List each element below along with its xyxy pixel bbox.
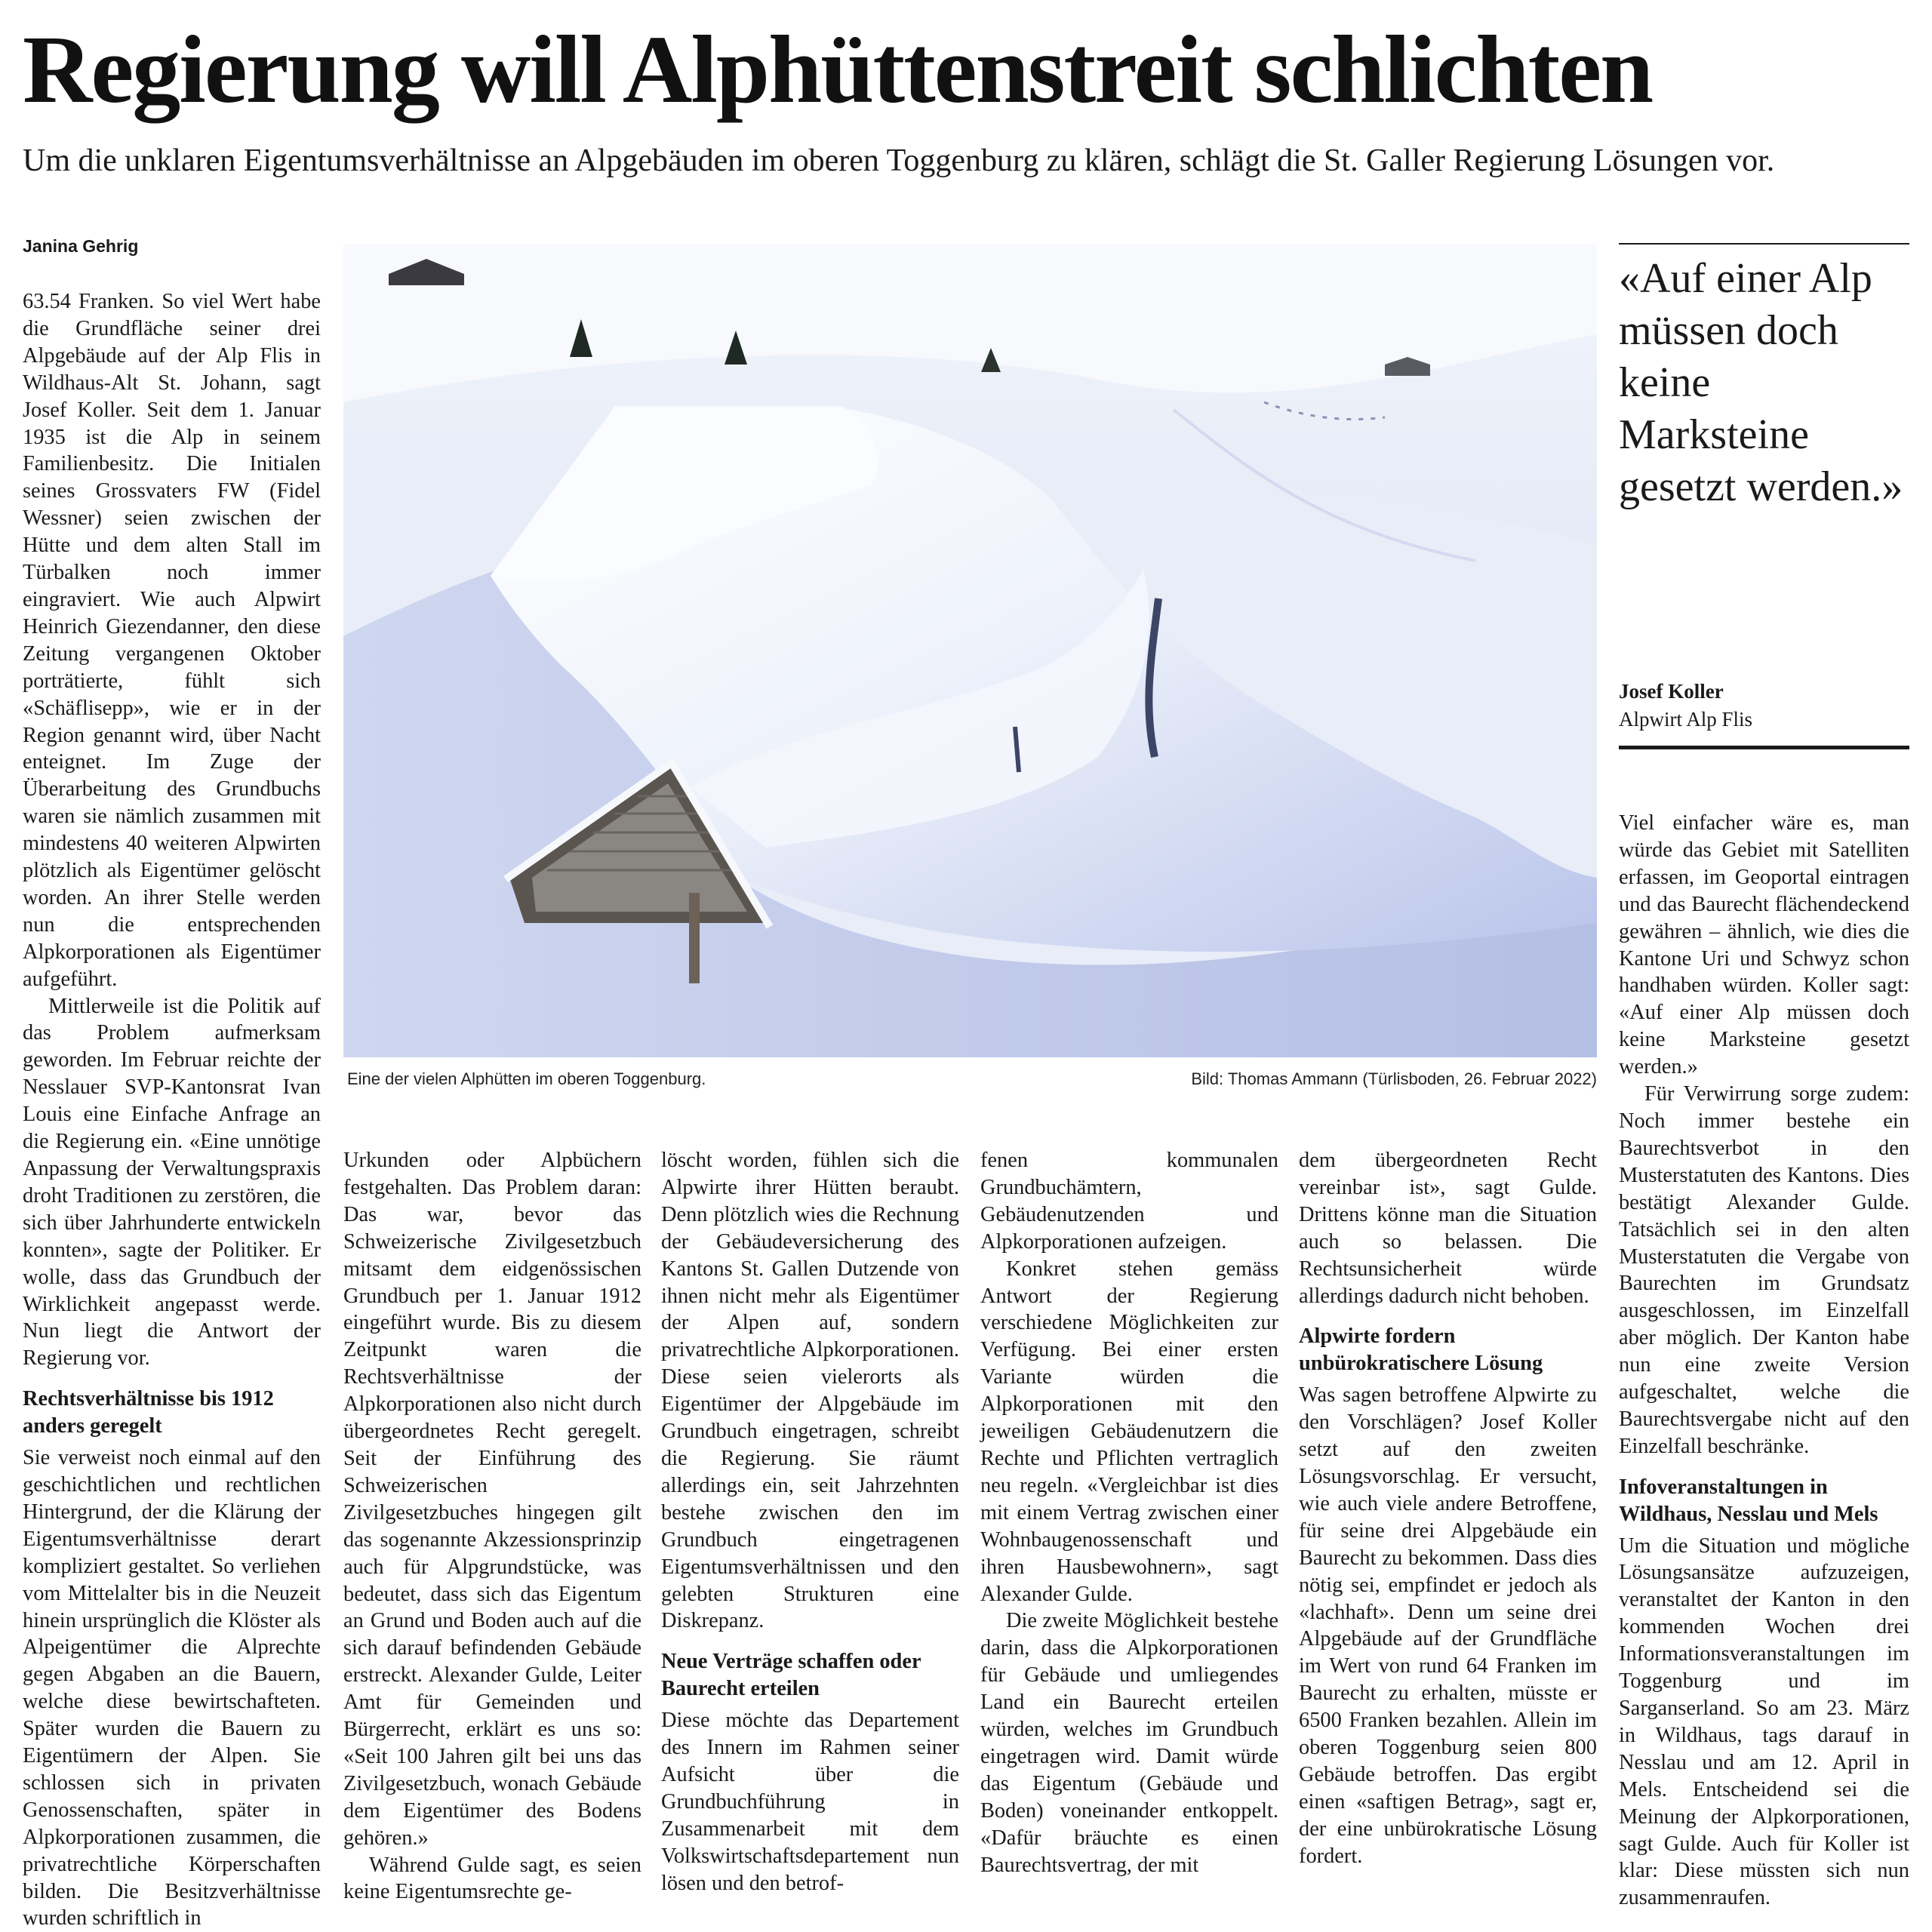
snow-covered-hut-image (343, 244, 1597, 1057)
paragraph: dem übergeordneten Recht vereinbar ist», sagt Gulde. Drittens könne man die Situation auch so belassen. Die Rechtsunsicherheit würde allerdings dadurch nicht behoben. (1299, 1149, 1597, 1308)
photo-caption: Eine der vielen Alphütten im oberen Toggenburg. (347, 1069, 706, 1088)
pull-quote: «Auf einer Alp müssen doch keine Marksteine gesetzt werden.» (1619, 255, 1903, 510)
paragraph: Viel einfacher wäre es, man würde das Gebiet mit Satelliten erfassen, im Geoportal eintragen und das Baurecht flächendeckend gewähren – ähnlich, wie dies die Kantone Uri und Schwyz schon handhaben würden. Koller sagt: «Auf einer Alp müssen doch keine Marksteine gesetzt werden.» (1619, 811, 1909, 1079)
paragraph: Diese möchte das Departement des Innern im Rahmen seiner Aufsicht über die Grundbuchführung in Zusammenarbeit mit dem Volkswirtschaftsdepartement nun lösen und den betrof- (661, 1709, 959, 1895)
pull-quote-role: Alpwirt Alp Flis (1619, 708, 1753, 731)
subheading: Neue Verträge schaffen oder Baurecht erteilen (661, 1650, 921, 1701)
paragraph: Um die Situation und mögliche Lösungsansätze aufzuzeigen, veranstaltet der Kanton in den kommenden Wochen drei Informationsveranstaltungen im Toggenburg und im Sarganserland. So am 23. März in Wildhaus, tags darauf in Nesslau und am 12. April in Mels. Entscheidend sei die Meinung der Alpkorporationen, sagt Gulde. Auch für Koller ist klar: Diese müssten sich nun zusammenraufen. (1619, 1534, 1909, 1910)
subheading: Infoveranstaltungen in Wildhaus, Nesslau und Mels (1619, 1475, 1878, 1526)
photo-credit: Bild: Thomas Ammann (Türlisboden, 26. Februar 2022) (1191, 1069, 1597, 1088)
text-column-6 (1619, 810, 1909, 1910)
paragraph: Konkret stehen gemäss Antwort der Regierung verschiedene Möglichkeiten zur Verfügung. Bei einer ersten Variante würden die Alpkorporationen mit den jeweiligen Gebäudenutzern die Rechte und Pflichten vertraglich neu regeln. «Vergleichbar ist dies mit einem Vertrag zwischen einer Wohnbaugenossenschaft und ihren Hausbewohnern», sagt Alexander Gulde. (980, 1257, 1278, 1606)
subheading: Alpwirte fordern unbürokratischere Lösung (1299, 1324, 1543, 1376)
text-column-3 (661, 1147, 959, 1895)
subheading: Rechtsverhältnisse bis 1912 anders geregelt (23, 1387, 274, 1438)
author-byline: Janina Gehrig (23, 236, 139, 256)
article-photo (343, 244, 1597, 1057)
paragraph: 63.54 Franken. So viel Wert habe die Grundfläche seiner drei Alpgebäude auf der Alp Flis in Wildhaus-Alt St. Johann, sagt Josef Koller. Seit dem 1. Januar 1935 ist die Alp in seinem Familienbesitz. Die Initialen seines Grossvaters FW (Fidel Wessner) seien zwischen der Hütte und dem alten Stall im Türbalken noch immer eingraviert. Wie auch Alpwirt Heinrich Giezendanner, den diese Zeitung vergangenen Oktober porträtierte, fühlt sich «Schäflisepp», wie er in der Region genannt wird, über Nacht enteignet. Im Zuge der Überarbeitung des Grundbuchs waren sie nämlich zusammen mit mindestens 40 weiteren Alpwirten plötzlich als Eigentümer gelöscht worden. An ihrer Stelle werden nun die entsprechenden Alpkorporationen als Eigentümer aufgeführt. (23, 290, 321, 991)
text-column-1 (23, 288, 321, 1930)
paragraph: fenen kommunalen Grundbuchämtern, Gebäudenutzenden und Alpkorporationen aufzeigen. (980, 1149, 1278, 1254)
paragraph: Urkunden oder Alpbüchern festgehalten. Das Problem daran: Das war, bevor das Schweizerische Zivilgesetzbuch mitsamt dem eidgenössischen Grundbuch per 1. Januar 1912 eingeführt wurde. Bis zu diesem Zeitpunkt waren die Rechtsverhältnisse der Alpkorporationen also nicht durch übergeordnetes Recht geregelt. Seit der Einführung des Schweizerischen Zivilgesetzbuches hingegen gilt das sogenannte Akzessionsprinzip auch für Alpgrundstücke, was bedeutet, dass sich das Eigentum an Grund und Boden auch auf die sich darauf befindenden Gebäude erstreckt. Alexander Gulde, Leiter Amt für Gemeinden und Bürgerrecht, erklärt es uns so: «Seit 100 Jahren gilt bei uns das Zivilgesetzbuch, wonach Gebäude dem Eigentümer des Bodens gehören.» (343, 1149, 641, 1850)
paragraph: Die zweite Möglichkeit bestehe darin, dass die Alpkorporationen für Gebäude und umliegendes Land ein Baurecht erteilen würden, welches im Grundbuch eingetragen wird. Damit würde das Eigentum (Gebäude und Boden) voneinander entkoppelt. «Dafür bräuchte es einen Baurechtsvertrag, der mit (980, 1609, 1278, 1877)
paragraph: löscht worden, fühlen sich die Alpwirte ihrer Hütten beraubt. Denn plötzlich wies die Rechnung der Gebäudeversicherung des Kantons St. Gallen Dutzende von ihnen nicht mehr als Eigentümer der Alpen auf, sondern privatrechtliche Alpkorporationen. Diese seien vielerorts als Eigentümer der Alpgebäude im Grundbuch eingetragen, schreibt die Regierung. Sie räumt allerdings ein, seit Jahrzehnten bestehe zwischen den im Grundbuch eingetragenen Eigentumsverhältnissen und den gelebten Strukturen eine Diskrepanz. (661, 1149, 959, 1633)
quote-rule-top (1619, 243, 1909, 245)
headline: Regierung will Alphüttenstreit schlichten (23, 16, 1653, 123)
pull-quote-name: Josef Koller (1619, 680, 1724, 703)
paragraph: Mittlerweile ist die Politik auf das Problem aufmerksam geworden. Im Februar reichte der Nesslauer SVP-Kantonsrat Ivan Louis eine Einfache Anfrage an die Regierung ein. «Eine unnötige Anpassung der Verwaltungspraxis droht Traditionen zu zerstören, die sich über Jahrhunderte entwickeln konnten», sagte der Politiker. Er wolle, dass das Grundbuch der Wirklichkeit angepasst werde. Nun liegt die Antwort der Regierung vor. (23, 994, 321, 1371)
subtitle: Um die unklaren Eigentumsverhältnisse an Alpgebäuden im oberen Toggenburg zu klären, schlägt die St. Galler Regierung Lösungen vor. (23, 143, 1775, 178)
paragraph: Sie verweist noch einmal auf den geschichtlichen und rechtlichen Hintergrund, der die Klärung der Eigentumsverhältnisse derart kompliziert gestaltet. So verliehen vom Mittelalter bis in die Neuzeit hinein ursprünglich die Klöster als Alpeigentümer die Alprechte gegen Abgaben an die Bauern, welche diese bewirtschafteten. Später wurden die Bauern zu Eigentümern der Alpen. Sie schlossen sich in privaten Genossenschaften, später in Alpkorporationen zusammen, die privatrechtliche Körperschaften bilden. Die Besitzverhältnisse wurden schriftlich in (23, 1446, 321, 1930)
quote-rule-bottom (1619, 746, 1909, 749)
paragraph: Was sagen betroffene Alpwirte zu den Vorschlägen? Josef Koller setzt auf den zweiten Lösungsvorschlag. Er versucht, wie auch viele andere Betroffene, für seine drei Alpgebäude ein Baurecht zu bekommen. Dass dies nötig sei, empfindet er jedoch als «lachhaft». Denn um seine drei Alpgebäude auf der Grundfläche im Wert von rund 64 Franken im Baurecht zu erhalten, müsste er 6500 Franken bezahlen. Allein im oberen Toggenburg seien 800 Gebäude betroffen. Das ergibt einen «saftigen Betrag», sagt er, der eine unbürokratische Lösung fordert. (1299, 1383, 1597, 1868)
paragraph: Für Verwirrung sorge zudem: Noch immer bestehe ein Baurechtsverbot in den Musterstatuten des Kantons. Dies bestätigt Alexander Gulde. Tatsächlich sei in den alten Musterstatuten die Vergabe von Baurechten im Grundsatz ausgeschlossen, im Einzelfall aber möglich. Der Kanton habe nun eine zweite Version aufgeschaltet, welche die Baurechtsvergabe nicht auf den Einzelfall beschränke. (1619, 1082, 1909, 1458)
text-column-5 (1299, 1147, 1597, 1868)
text-column-2 (343, 1147, 641, 1904)
text-column-4 (980, 1147, 1278, 1877)
paragraph: Während Gulde sagt, es seien keine Eigentumsrechte ge- (343, 1853, 641, 1904)
